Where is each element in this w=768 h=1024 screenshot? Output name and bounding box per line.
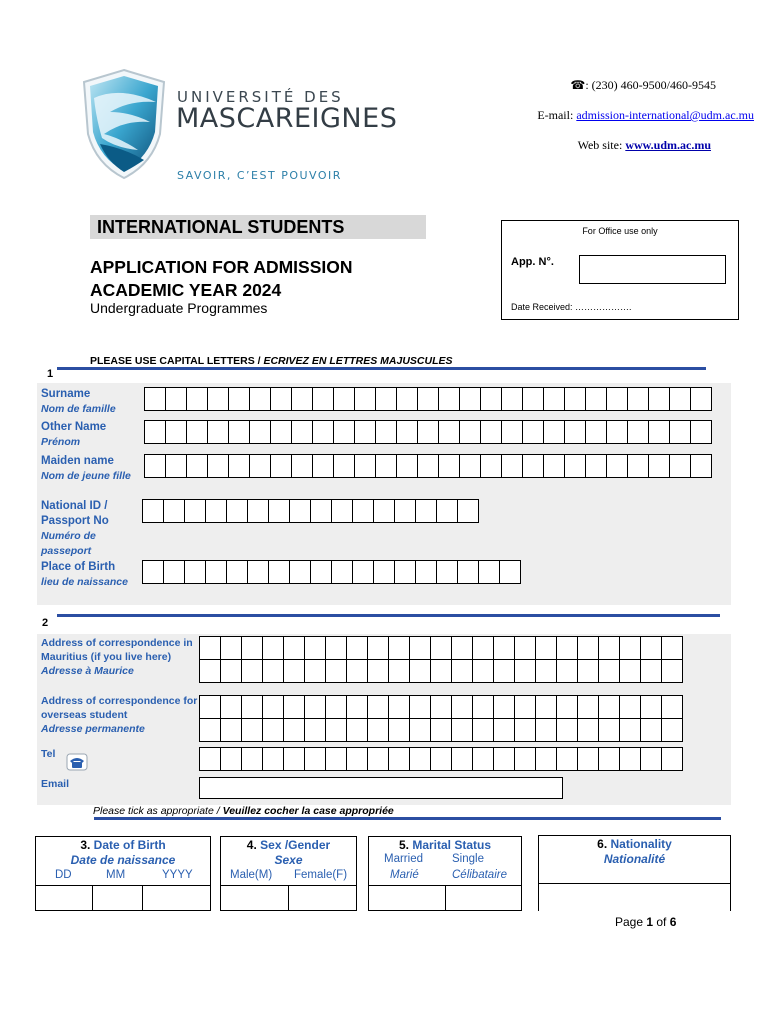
char-box[interactable] xyxy=(438,387,460,411)
char-box[interactable] xyxy=(367,747,389,771)
char-box[interactable] xyxy=(472,659,494,683)
char-box[interactable] xyxy=(388,659,410,683)
char-box[interactable] xyxy=(409,659,431,683)
char-box[interactable] xyxy=(522,387,544,411)
char-box[interactable] xyxy=(142,560,164,584)
marital-married-checkbox[interactable] xyxy=(368,885,446,911)
address-overseas-boxes-line2[interactable] xyxy=(199,718,682,742)
char-box[interactable] xyxy=(291,454,313,478)
char-box[interactable] xyxy=(438,420,460,444)
section-number-2: 2 xyxy=(42,617,49,629)
char-box[interactable] xyxy=(472,718,494,742)
char-box[interactable] xyxy=(283,659,305,683)
char-box[interactable] xyxy=(472,695,494,719)
char-box[interactable] xyxy=(564,454,586,478)
char-box[interactable] xyxy=(543,454,565,478)
char-box[interactable] xyxy=(199,659,221,683)
char-box[interactable] xyxy=(661,747,683,771)
char-box[interactable] xyxy=(354,454,376,478)
char-box[interactable] xyxy=(501,387,523,411)
place-of-birth-label: Place of Birth lieu de naissance xyxy=(41,561,128,588)
char-box[interactable] xyxy=(415,499,437,523)
char-box[interactable] xyxy=(436,560,458,584)
char-box[interactable] xyxy=(283,636,305,660)
char-box[interactable] xyxy=(606,420,628,444)
char-box[interactable] xyxy=(262,718,284,742)
email-field[interactable] xyxy=(199,777,563,799)
char-box[interactable] xyxy=(501,454,523,478)
char-box[interactable] xyxy=(577,695,599,719)
marital-single-checkbox[interactable] xyxy=(445,885,522,911)
char-box[interactable] xyxy=(472,747,494,771)
char-box[interactable] xyxy=(220,747,242,771)
char-box[interactable] xyxy=(556,695,578,719)
char-box[interactable] xyxy=(220,695,242,719)
char-box[interactable] xyxy=(436,499,458,523)
char-box[interactable] xyxy=(564,420,586,444)
char-box[interactable] xyxy=(144,420,166,444)
char-box[interactable] xyxy=(283,695,305,719)
char-box[interactable] xyxy=(241,747,263,771)
char-box[interactable] xyxy=(522,454,544,478)
char-box[interactable] xyxy=(262,695,284,719)
char-box[interactable] xyxy=(514,695,536,719)
dob-dd-field[interactable] xyxy=(35,885,93,911)
char-box[interactable] xyxy=(325,659,347,683)
char-box[interactable] xyxy=(585,420,607,444)
char-box[interactable] xyxy=(310,560,332,584)
char-box[interactable] xyxy=(228,454,250,478)
char-box[interactable] xyxy=(325,695,347,719)
char-box[interactable] xyxy=(585,387,607,411)
char-box[interactable] xyxy=(205,499,227,523)
char-box[interactable] xyxy=(333,387,355,411)
char-box[interactable] xyxy=(459,387,481,411)
char-box[interactable] xyxy=(388,718,410,742)
char-box[interactable] xyxy=(289,560,311,584)
char-box[interactable] xyxy=(514,636,536,660)
char-box[interactable] xyxy=(304,636,326,660)
char-box[interactable] xyxy=(459,454,481,478)
char-box[interactable] xyxy=(606,454,628,478)
char-box[interactable] xyxy=(598,695,620,719)
char-box[interactable] xyxy=(375,454,397,478)
email-link[interactable]: admission-international@udm.ac.mu xyxy=(576,108,754,122)
char-box[interactable] xyxy=(430,659,452,683)
char-box[interactable] xyxy=(522,420,544,444)
char-box[interactable] xyxy=(346,695,368,719)
char-box[interactable] xyxy=(415,560,437,584)
char-box[interactable] xyxy=(661,718,683,742)
char-box[interactable] xyxy=(598,718,620,742)
nationality-box: 6. Nationality Nationalité xyxy=(538,835,731,911)
char-box[interactable] xyxy=(690,454,712,478)
char-box[interactable] xyxy=(270,420,292,444)
char-box[interactable] xyxy=(457,499,479,523)
char-box[interactable] xyxy=(367,695,389,719)
char-box[interactable] xyxy=(640,659,662,683)
telephone-icon: ☎ xyxy=(570,78,586,92)
char-box[interactable] xyxy=(543,420,565,444)
char-box[interactable] xyxy=(220,718,242,742)
char-box[interactable] xyxy=(669,420,691,444)
char-box[interactable] xyxy=(291,420,313,444)
char-box[interactable] xyxy=(220,636,242,660)
char-box[interactable] xyxy=(249,420,271,444)
char-box[interactable] xyxy=(199,718,221,742)
char-box[interactable] xyxy=(289,499,311,523)
application-title: APPLICATION FOR ADMISSION xyxy=(90,257,353,277)
nationality-field[interactable] xyxy=(538,883,731,912)
passport-boxes[interactable] xyxy=(142,499,478,523)
char-box[interactable] xyxy=(241,695,263,719)
char-box[interactable] xyxy=(409,695,431,719)
char-box[interactable] xyxy=(451,636,473,660)
char-box[interactable] xyxy=(619,659,641,683)
office-use-box xyxy=(501,220,739,320)
tel-boxes[interactable] xyxy=(199,747,682,771)
char-box[interactable] xyxy=(690,387,712,411)
char-box[interactable] xyxy=(283,747,305,771)
university-logo xyxy=(80,68,168,180)
contact-email: E-mail: admission-international@udm.ac.mu xyxy=(537,108,754,122)
char-box[interactable] xyxy=(354,387,376,411)
char-box[interactable] xyxy=(577,659,599,683)
char-box[interactable] xyxy=(373,499,395,523)
char-box[interactable] xyxy=(480,387,502,411)
university-motto: SAVOIR, C’EST POUVOIR xyxy=(177,169,342,182)
char-box[interactable] xyxy=(207,454,229,478)
char-box[interactable] xyxy=(556,718,578,742)
char-box[interactable] xyxy=(325,747,347,771)
char-box[interactable] xyxy=(619,636,641,660)
char-box[interactable] xyxy=(312,420,334,444)
char-box[interactable] xyxy=(480,454,502,478)
char-box[interactable] xyxy=(247,499,269,523)
char-box[interactable] xyxy=(346,747,368,771)
char-box[interactable] xyxy=(249,387,271,411)
date-received: Date Received: ………………. xyxy=(511,302,632,312)
sex-gender-box: 4. Sex /Gender Sexe Male(M) Female(F) xyxy=(220,836,357,911)
char-box[interactable] xyxy=(417,454,439,478)
char-box[interactable] xyxy=(690,420,712,444)
char-box[interactable] xyxy=(409,718,431,742)
char-box[interactable] xyxy=(493,695,515,719)
char-box[interactable] xyxy=(228,420,250,444)
sex-male-checkbox[interactable] xyxy=(220,885,289,911)
char-box[interactable] xyxy=(396,454,418,478)
char-box[interactable] xyxy=(627,420,649,444)
char-box[interactable] xyxy=(262,636,284,660)
char-box[interactable] xyxy=(388,695,410,719)
char-box[interactable] xyxy=(451,695,473,719)
char-box[interactable] xyxy=(430,747,452,771)
char-box[interactable] xyxy=(199,636,221,660)
char-box[interactable] xyxy=(619,718,641,742)
char-box[interactable] xyxy=(220,659,242,683)
char-box[interactable] xyxy=(205,560,227,584)
char-box[interactable] xyxy=(451,747,473,771)
char-box[interactable] xyxy=(514,718,536,742)
char-box[interactable] xyxy=(598,659,620,683)
char-box[interactable] xyxy=(186,420,208,444)
char-box[interactable] xyxy=(661,695,683,719)
tick-instruction: Please tick as appropriate / Veuillez cocher la case appropriée xyxy=(93,805,394,817)
char-box[interactable] xyxy=(165,454,187,478)
char-box[interactable] xyxy=(535,747,557,771)
char-box[interactable] xyxy=(249,454,271,478)
address-overseas-label: Address of correspondence for overseas student Adresse permanente xyxy=(41,695,198,735)
char-box[interactable] xyxy=(304,659,326,683)
char-box[interactable] xyxy=(543,387,565,411)
section-number-1: 1 xyxy=(47,368,54,380)
email-label: Email xyxy=(41,778,70,790)
char-box[interactable] xyxy=(417,387,439,411)
char-box[interactable] xyxy=(346,659,368,683)
char-box[interactable] xyxy=(577,718,599,742)
programme-subtitle: Undergraduate Programmes xyxy=(90,300,268,316)
char-box[interactable] xyxy=(493,659,515,683)
char-box[interactable] xyxy=(394,499,416,523)
char-box[interactable] xyxy=(354,420,376,444)
char-box[interactable] xyxy=(577,747,599,771)
char-box[interactable] xyxy=(627,387,649,411)
char-box[interactable] xyxy=(268,560,290,584)
char-box[interactable] xyxy=(346,718,368,742)
char-box[interactable] xyxy=(585,454,607,478)
section2-divider xyxy=(57,614,720,617)
char-box[interactable] xyxy=(640,718,662,742)
char-box[interactable] xyxy=(648,454,670,478)
address-mauritius-label: Address of correspondence in Mauritius (if you live here) Adresse à Maurice xyxy=(41,637,193,677)
char-box[interactable] xyxy=(165,387,187,411)
char-box[interactable] xyxy=(268,499,290,523)
char-box[interactable] xyxy=(186,387,208,411)
char-box[interactable] xyxy=(640,636,662,660)
char-box[interactable] xyxy=(493,718,515,742)
char-box[interactable] xyxy=(409,747,431,771)
page-number: Page 1 of 6 xyxy=(615,915,677,929)
char-box[interactable] xyxy=(480,420,502,444)
date-of-birth-box: 3. Date of Birth Date de naissance DD MM YYYY xyxy=(35,836,211,911)
char-box[interactable] xyxy=(310,499,332,523)
char-box[interactable] xyxy=(283,718,305,742)
char-box[interactable] xyxy=(535,659,557,683)
char-box[interactable] xyxy=(304,747,326,771)
char-box[interactable] xyxy=(438,454,460,478)
char-box[interactable] xyxy=(394,560,416,584)
surname-boxes[interactable] xyxy=(144,387,711,411)
app-no-label: App. N°. xyxy=(511,256,554,268)
char-box[interactable] xyxy=(535,718,557,742)
maiden-name-boxes[interactable] xyxy=(144,454,711,478)
char-box[interactable] xyxy=(165,420,187,444)
char-box[interactable] xyxy=(493,636,515,660)
char-box[interactable] xyxy=(648,420,670,444)
char-box[interactable] xyxy=(331,499,353,523)
char-box[interactable] xyxy=(388,636,410,660)
maiden-name-label: Maiden name Nom de jeune fille xyxy=(41,455,131,482)
char-box[interactable] xyxy=(373,560,395,584)
char-box[interactable] xyxy=(577,636,599,660)
char-box[interactable] xyxy=(598,636,620,660)
char-box[interactable] xyxy=(241,718,263,742)
char-box[interactable] xyxy=(262,747,284,771)
char-box[interactable] xyxy=(228,387,250,411)
telephone-icon xyxy=(66,753,88,771)
char-box[interactable] xyxy=(388,747,410,771)
char-box[interactable] xyxy=(304,695,326,719)
char-box[interactable] xyxy=(199,747,221,771)
char-box[interactable] xyxy=(396,420,418,444)
website-link[interactable]: www.udm.ac.mu xyxy=(625,138,711,152)
char-box[interactable] xyxy=(606,387,628,411)
char-box[interactable] xyxy=(184,560,206,584)
char-box[interactable] xyxy=(619,695,641,719)
marital-status-box: 5. Marital Status Married Single Marié Célibataire xyxy=(368,836,522,911)
char-box[interactable] xyxy=(598,747,620,771)
char-box[interactable] xyxy=(163,560,185,584)
university-name-line2: MASCAREIGNES xyxy=(176,103,398,134)
char-box[interactable] xyxy=(346,636,368,660)
international-students-heading: INTERNATIONAL STUDENTS xyxy=(90,215,426,239)
char-box[interactable] xyxy=(478,560,500,584)
academic-year-title: ACADEMIC YEAR 2024 xyxy=(90,280,282,300)
char-box[interactable] xyxy=(325,718,347,742)
char-box[interactable] xyxy=(451,659,473,683)
char-box[interactable] xyxy=(619,747,641,771)
char-box[interactable] xyxy=(312,387,334,411)
char-box[interactable] xyxy=(669,387,691,411)
char-box[interactable] xyxy=(459,420,481,444)
char-box[interactable] xyxy=(241,636,263,660)
char-box[interactable] xyxy=(186,454,208,478)
char-box[interactable] xyxy=(312,454,334,478)
char-box[interactable] xyxy=(396,387,418,411)
char-box[interactable] xyxy=(669,454,691,478)
dob-mm-field[interactable] xyxy=(92,885,143,911)
char-box[interactable] xyxy=(144,454,166,478)
char-box[interactable] xyxy=(457,560,479,584)
char-box[interactable] xyxy=(430,718,452,742)
char-box[interactable] xyxy=(627,454,649,478)
char-box[interactable] xyxy=(142,499,164,523)
char-box[interactable] xyxy=(417,420,439,444)
char-box[interactable] xyxy=(207,387,229,411)
surname-label: Surname Nom de famille xyxy=(41,388,116,415)
address-overseas-boxes-line1[interactable] xyxy=(199,695,682,719)
char-box[interactable] xyxy=(535,636,557,660)
capital-letters-instruction: PLEASE USE CAPITAL LETTERS / ECRIVEZ EN LETTRES MAJUSCULES xyxy=(90,355,453,367)
char-box[interactable] xyxy=(556,747,578,771)
sex-female-checkbox[interactable] xyxy=(288,885,357,911)
char-box[interactable] xyxy=(514,747,536,771)
char-box[interactable] xyxy=(331,560,353,584)
passport-label: National ID / Passport No Numéro de passeport xyxy=(41,500,109,557)
char-box[interactable] xyxy=(226,560,248,584)
char-box[interactable] xyxy=(199,695,221,719)
section1-divider xyxy=(57,367,706,370)
char-box[interactable] xyxy=(640,695,662,719)
char-box[interactable] xyxy=(430,695,452,719)
char-box[interactable] xyxy=(640,747,662,771)
char-box[interactable] xyxy=(333,420,355,444)
char-box[interactable] xyxy=(270,454,292,478)
place-of-birth-boxes[interactable] xyxy=(142,560,520,584)
char-box[interactable] xyxy=(409,636,431,660)
char-box[interactable] xyxy=(304,718,326,742)
char-box[interactable] xyxy=(226,499,248,523)
char-box[interactable] xyxy=(367,659,389,683)
address-mauritius-boxes-line2[interactable] xyxy=(199,659,682,683)
tel-label: Tel xyxy=(41,748,56,760)
char-box[interactable] xyxy=(241,659,263,683)
char-box[interactable] xyxy=(367,718,389,742)
char-box[interactable] xyxy=(501,420,523,444)
section3-divider xyxy=(94,817,721,820)
char-box[interactable] xyxy=(472,636,494,660)
address-mauritius-boxes-line1[interactable] xyxy=(199,636,682,660)
char-box[interactable] xyxy=(661,659,683,683)
char-box[interactable] xyxy=(270,387,292,411)
contact-phone: ☎: (230) 460-9500/460-9545 xyxy=(570,78,716,92)
char-box[interactable] xyxy=(352,499,374,523)
char-box[interactable] xyxy=(352,560,374,584)
char-box[interactable] xyxy=(556,636,578,660)
char-box[interactable] xyxy=(430,636,452,660)
char-box[interactable] xyxy=(262,659,284,683)
char-box[interactable] xyxy=(661,636,683,660)
char-box[interactable] xyxy=(375,387,397,411)
char-box[interactable] xyxy=(564,387,586,411)
char-box[interactable] xyxy=(514,659,536,683)
char-box[interactable] xyxy=(648,387,670,411)
char-box[interactable] xyxy=(325,636,347,660)
char-box[interactable] xyxy=(499,560,521,584)
university-name-line1: UNIVERSITÉ DES xyxy=(177,88,344,106)
char-box[interactable] xyxy=(333,454,355,478)
char-box[interactable] xyxy=(247,560,269,584)
char-box[interactable] xyxy=(207,420,229,444)
char-box[interactable] xyxy=(535,695,557,719)
contact-website: Web site: www.udm.ac.mu xyxy=(577,138,711,152)
char-box[interactable] xyxy=(375,420,397,444)
char-box[interactable] xyxy=(163,499,185,523)
other-name-boxes[interactable] xyxy=(144,420,711,444)
char-box[interactable] xyxy=(184,499,206,523)
char-box[interactable] xyxy=(556,659,578,683)
office-use-title: For Office use only xyxy=(582,226,658,236)
other-name-label: Other Name Prénom xyxy=(41,421,107,448)
char-box[interactable] xyxy=(451,718,473,742)
char-box[interactable] xyxy=(493,747,515,771)
char-box[interactable] xyxy=(367,636,389,660)
char-box[interactable] xyxy=(144,387,166,411)
dob-yyyy-field[interactable] xyxy=(142,885,211,911)
char-box[interactable] xyxy=(291,387,313,411)
app-no-field[interactable] xyxy=(579,255,726,284)
